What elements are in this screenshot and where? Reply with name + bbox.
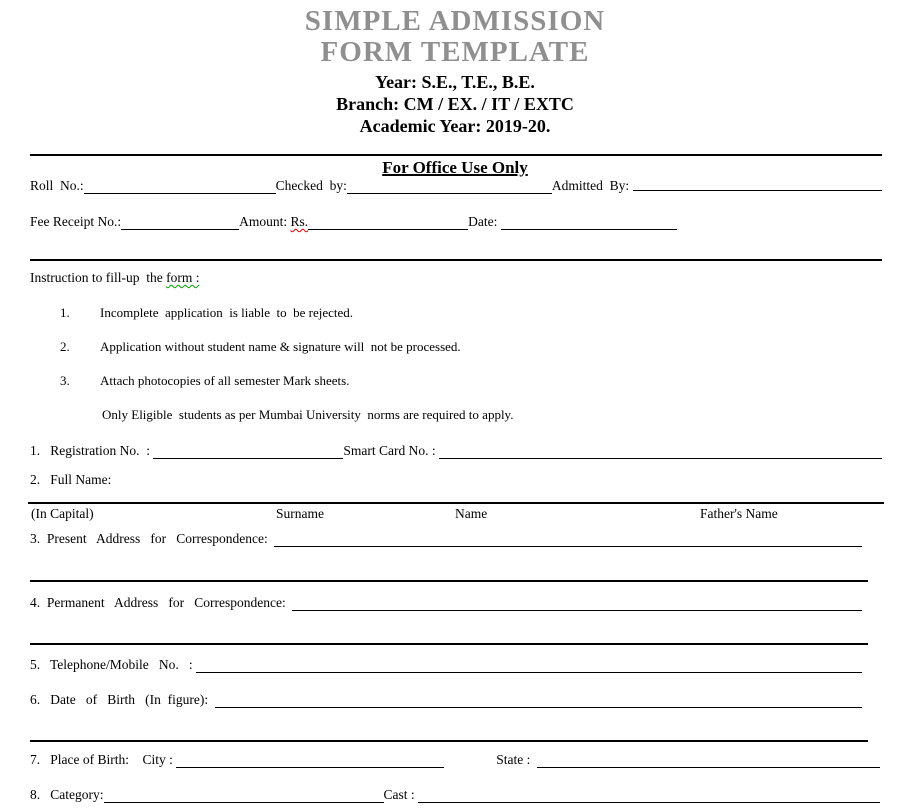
- amount-currency-label: Rs.: [290, 214, 309, 229]
- office-roll-row: [30, 176, 882, 194]
- admitted-by-label: Admitted By:: [551, 178, 633, 193]
- registration-label: 1. Registration No. :: [30, 443, 154, 458]
- instruction-item-number: 2.: [60, 339, 70, 354]
- instruction-item-1: [60, 305, 353, 321]
- top-divider: [30, 154, 882, 156]
- telephone-label: 5. Telephone/Mobile No. :: [30, 657, 197, 672]
- permanent-address-line2[interactable]: [30, 643, 868, 645]
- registration-row: [30, 441, 882, 459]
- place-of-birth-label: 7. Place of Birth: City :: [30, 752, 177, 767]
- state-label: State :: [496, 752, 538, 767]
- present-address-label: 3. Present Address for Correspondence:: [30, 531, 275, 546]
- office-fee-row: [30, 212, 882, 230]
- instructions-heading-form-word: form :: [166, 270, 200, 285]
- form-title-line1: SIMPLE ADMISSION: [304, 5, 606, 37]
- amount-label: Amount:: [239, 214, 291, 229]
- full-name-line[interactable]: [28, 502, 884, 504]
- permanent-address-label: 4. Permanent Address for Correspondence:: [30, 595, 293, 610]
- cast-blank[interactable]: [418, 798, 880, 803]
- dob-row: [30, 690, 862, 708]
- fee-receipt-blank[interactable]: [121, 225, 239, 230]
- date-blank[interactable]: [501, 225, 677, 230]
- caption-fathers-name: Father's Name: [700, 506, 778, 521]
- date-label: Date:: [468, 214, 501, 229]
- instructions-heading-prefix: Instruction to fill-up the: [30, 270, 167, 285]
- instruction-item-text: Incomplete application is liable to be rejected.: [100, 305, 354, 320]
- section-divider: [30, 259, 882, 261]
- caption-in-capital: (In Capital): [31, 506, 94, 521]
- permanent-address-row: [30, 593, 862, 611]
- amount-blank[interactable]: [308, 225, 468, 230]
- fee-row-spacer: [677, 226, 882, 230]
- telephone-blank[interactable]: [196, 668, 862, 673]
- full-name-label: 2. Full Name:: [30, 472, 112, 487]
- caption-surname: Surname: [276, 506, 324, 521]
- branch-line: Branch: CM / EX. / IT / EXTC: [336, 94, 574, 114]
- cast-label: Cast :: [383, 787, 419, 802]
- present-address-blank[interactable]: [274, 542, 862, 547]
- category-row: [30, 785, 880, 803]
- dob-line2[interactable]: [30, 740, 868, 742]
- instruction-item-2: [60, 339, 461, 355]
- registration-blank[interactable]: [153, 454, 343, 459]
- checked-by-label: Checked by:: [275, 178, 347, 193]
- admitted-by-blank[interactable]: [633, 186, 883, 191]
- instruction-item-3: [60, 373, 349, 389]
- permanent-address-blank[interactable]: [292, 606, 862, 611]
- smart-card-label: Smart Card No. :: [343, 443, 439, 458]
- instructions-heading: [30, 270, 199, 286]
- category-label: 8. Category:: [30, 787, 104, 802]
- instruction-item-number: 1.: [60, 305, 70, 320]
- dob-label: 6. Date of Birth (In figure):: [30, 692, 215, 707]
- place-of-birth-row: [30, 750, 880, 768]
- city-blank[interactable]: [176, 763, 444, 768]
- present-address-line2[interactable]: [30, 580, 868, 582]
- office-use-title: For Office Use Only: [382, 158, 528, 177]
- present-address-row: [30, 529, 862, 547]
- checked-by-blank[interactable]: [347, 189, 552, 194]
- fee-receipt-label: Fee Receipt No.:: [30, 214, 122, 229]
- smart-card-blank[interactable]: [439, 454, 882, 459]
- roll-no-label: Roll No.:: [30, 178, 84, 193]
- instruction-item-number: 3.: [60, 373, 70, 388]
- year-line: Year: S.E., T.E., B.E.: [375, 72, 535, 92]
- telephone-row: [30, 655, 862, 673]
- roll-no-blank[interactable]: [84, 189, 276, 194]
- academic-year-line: Academic Year: 2019-20.: [359, 116, 551, 136]
- instructions-note: Only Eligible students as per Mumbai University norms are required to apply.: [102, 407, 514, 422]
- state-blank[interactable]: [537, 763, 880, 768]
- form-title-line2: FORM TEMPLATE: [320, 36, 590, 68]
- category-blank[interactable]: [104, 798, 384, 803]
- place-row-spacer: [444, 764, 496, 768]
- caption-name: Name: [455, 506, 488, 521]
- instruction-item-text: Application without student name & signature will not be processed.: [100, 339, 461, 354]
- instruction-item-text: Attach photocopies of all semester Mark sheets.: [100, 373, 350, 388]
- dob-blank[interactable]: [215, 703, 862, 708]
